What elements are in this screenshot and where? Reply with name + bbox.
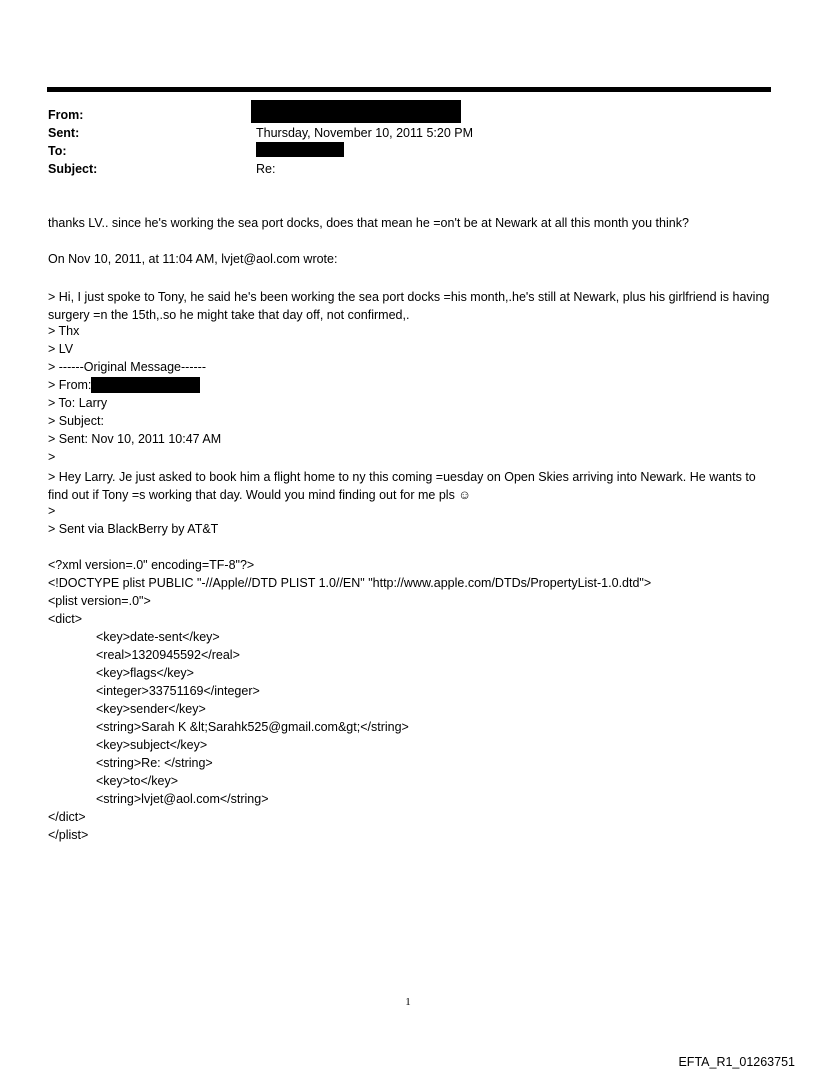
- sent-label: Sent:: [48, 126, 80, 140]
- quoted-from-redaction: [91, 377, 200, 393]
- xml-declaration: <?xml version=.0" encoding=TF-8"?>: [48, 558, 255, 572]
- quoted-to: > To: Larry: [48, 396, 108, 410]
- header-rule: [47, 87, 771, 92]
- attribution-line: On Nov 10, 2011, at 11:04 AM, lvjet@aol.com wrote:: [48, 252, 338, 266]
- plist-entry: <integer>33751169</integer>: [96, 684, 260, 698]
- subject-label: Subject:: [48, 162, 98, 176]
- quoted-original-message: > ------Original Message------: [48, 360, 206, 374]
- quoted-sent: > Sent: Nov 10, 2011 10:47 AM: [48, 432, 222, 446]
- to-label: To:: [48, 144, 67, 158]
- plist-entry: <string>Sarah K &lt;Sarahk525@gmail.com&gt;</string>: [96, 720, 409, 734]
- bates-number: EFTA_R1_01263751: [678, 1055, 795, 1069]
- plist-close: </plist>: [48, 828, 89, 842]
- plist-open: <plist version=.0">: [48, 594, 151, 608]
- plist-entry: <key>flags</key>: [96, 666, 194, 680]
- page-number: 1: [405, 996, 411, 1008]
- doctype-line: <!DOCTYPE plist PUBLIC "-//Apple//DTD PLIST 1.0//EN" "http://www.apple.com/DTDs/PropertyList-1.0.dtd">: [48, 576, 652, 590]
- quoted-thx: > Thx: [48, 324, 80, 338]
- plist-entry: <string>lvjet@aol.com</string>: [96, 792, 269, 806]
- quoted-subject: > Subject:: [48, 414, 104, 428]
- plist-entry: <key>date-sent</key>: [96, 630, 220, 644]
- quoted-paragraph: > Hi, I just spoke to Tony, he said he's been working the sea port docks =his month,.he's still at Newark, plus his girlfriend is having surgery =n the 15th,.so he might take that day off, not confirmed,.: [48, 290, 770, 322]
- plist-entry: <key>subject</key>: [96, 738, 208, 752]
- plist-entry: <string>Re: </string>: [96, 756, 213, 770]
- dict-open: <dict>: [48, 612, 83, 626]
- from-redaction: [251, 100, 461, 123]
- quoted-signature: > Sent via BlackBerry by AT&T: [48, 522, 219, 536]
- quoted-blank-2: >: [48, 504, 56, 518]
- sent-value: Thursday, November 10, 2011 5:20 PM: [256, 126, 474, 140]
- plist-entry: <key>to</key>: [96, 774, 179, 788]
- quoted-hey-paragraph: > Hey Larry. Je just asked to book him a flight home to ny this coming =uesday on Open Skies arriving into Newark. He wants to find out if Tony =s working that day. Would you mind finding out for me pls ☺: [48, 470, 756, 502]
- quoted-from: > From:: [48, 378, 92, 392]
- quoted-lv: > LV: [48, 342, 74, 356]
- reply-text: thanks LV.. since he's working the sea port docks, does that mean he =on't be at Newark at all this month you think?: [48, 216, 689, 230]
- quoted-blank-1: >: [48, 450, 56, 464]
- from-label: From:: [48, 108, 84, 122]
- plist-entry: <key>sender</key>: [96, 702, 206, 716]
- subject-value: Re:: [256, 162, 276, 176]
- to-redaction: [256, 142, 344, 157]
- dict-close: </dict>: [48, 810, 86, 824]
- plist-entry: <real>1320945592</real>: [96, 648, 240, 662]
